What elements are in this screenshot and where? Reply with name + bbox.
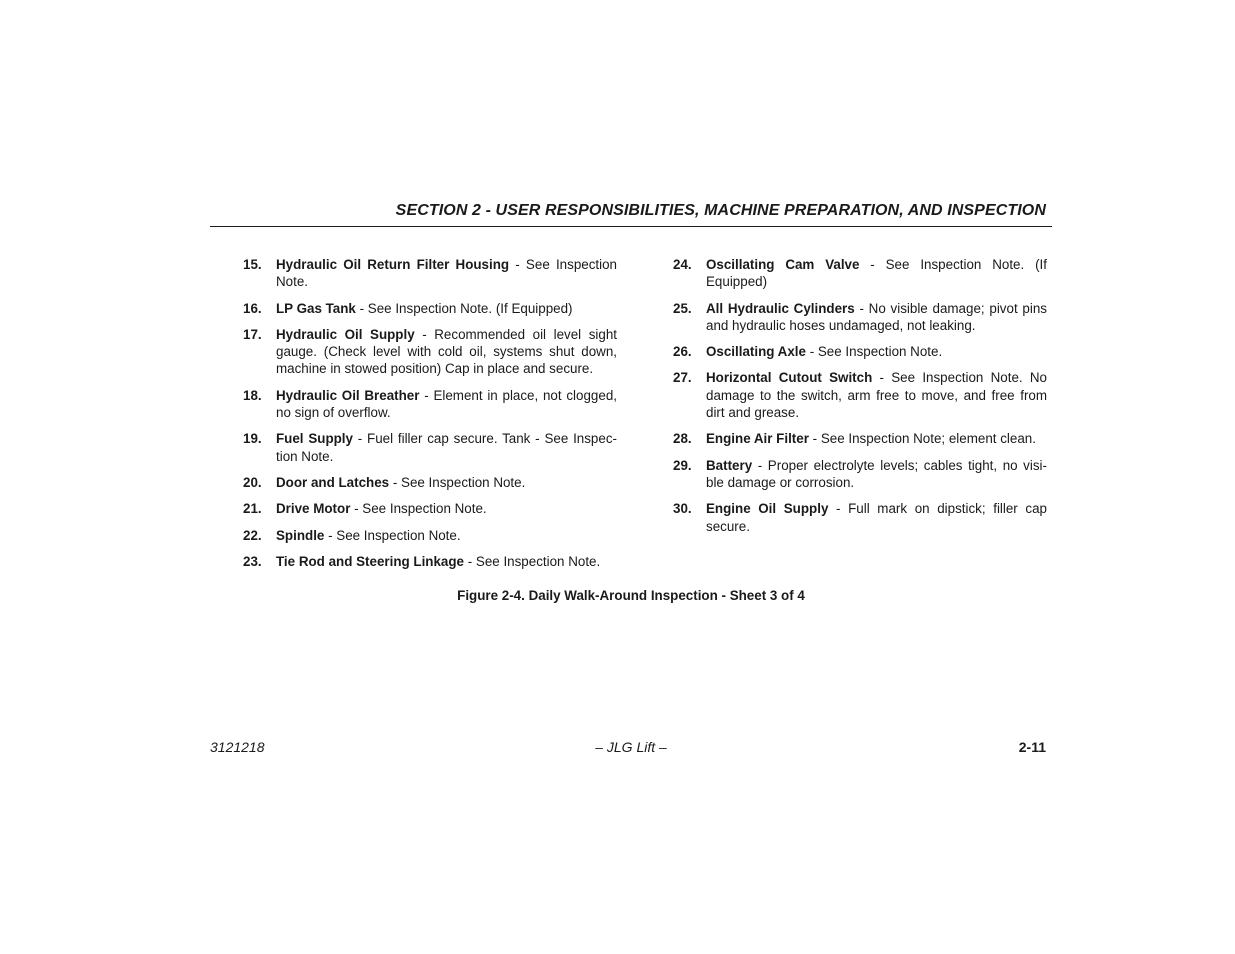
item-term: Hydraulic Oil Return Filter Housing — [276, 257, 510, 272]
item-description: - See Inspection Note. (If Equipped) — [706, 257, 1047, 290]
list-item — [243, 256, 617, 291]
section-header — [210, 202, 1052, 220]
item-term: Spindle — [276, 527, 325, 543]
item-number: 23. — [243, 553, 262, 569]
figure-caption: Figure 2-4. Daily Walk-Around Inspection - Sheet 3 of 4 — [457, 588, 805, 603]
item-term: Oscillating Cam Valve — [706, 257, 860, 272]
list-item — [243, 553, 617, 570]
list-item — [243, 300, 617, 317]
right-item-column — [673, 256, 1047, 544]
item-number: 17. — [243, 326, 262, 342]
item-description: - Recommended oil level sight gauge. (Check level with cold oil, systems shut down, machine in stowed position) Cap in place and secure. — [276, 326, 617, 377]
item-term: Hydraulic Oil Breather — [276, 387, 420, 403]
list-item — [243, 430, 617, 465]
item-number: 15. — [243, 257, 262, 272]
item-description: - See Inspection Note. — [464, 553, 601, 569]
list-item — [673, 500, 1047, 535]
left-item-column — [243, 256, 617, 579]
item-term: LP Gas Tank — [276, 300, 356, 316]
list-item — [673, 457, 1047, 492]
item-number: 28. — [673, 431, 692, 447]
page-number: 2-11 — [1018, 739, 1046, 755]
item-description: - Full mark on dipstick; filler cap secure. — [706, 501, 1047, 534]
list-item — [673, 300, 1047, 335]
item-term: Tie Rod and Steering Linkage — [276, 553, 464, 569]
item-description: - See Inspection Note. — [324, 527, 461, 543]
item-description: - Element in place, not clogged, no sign of overflow. — [276, 387, 617, 421]
item-description: - See Inspection Note. (If Equipped) — [355, 300, 573, 316]
item-description: - See Inspection Note. — [276, 257, 617, 290]
item-term: Engine Oil Supply — [706, 501, 829, 517]
item-term: Fuel Supply — [276, 431, 353, 447]
list-item — [243, 474, 617, 491]
item-number: 29. — [673, 457, 692, 473]
footer-brand: – JLG Lift – — [595, 739, 667, 755]
item-number: 24. — [673, 257, 692, 272]
list-item — [243, 387, 617, 422]
section-title: SECTION 2 - USER RESPONSIBILITIES, MACHINE PREPARATION, AND INSPECTION — [395, 202, 1046, 219]
item-number: 19. — [243, 431, 262, 447]
item-description: - Proper electrolyte levels; cables tight, no visi-ble damage or corrosion. — [706, 457, 1047, 490]
item-number: 22. — [243, 527, 262, 543]
item-number: 18. — [243, 387, 262, 403]
list-item — [243, 326, 617, 378]
list-item — [243, 527, 617, 544]
item-number: 25. — [673, 300, 692, 316]
list-item — [673, 256, 1047, 291]
item-description: - See Inspection Note. — [350, 501, 487, 517]
item-description: - No visible damage; pivot pins and hydraulic hoses undamaged, not leaking. — [706, 300, 1047, 333]
item-term: Horizontal Cutout Switch — [706, 370, 873, 386]
item-description: - See Inspection Note. — [389, 474, 526, 490]
item-number: 27. — [673, 370, 692, 386]
item-number: 30. — [673, 501, 692, 517]
item-description: - See Inspection Note; element clean. — [808, 431, 1036, 447]
item-number: 16. — [243, 300, 262, 316]
header-rule — [210, 226, 1052, 227]
item-term: Engine Air Filter — [706, 431, 809, 447]
list-item — [673, 343, 1047, 360]
item-number: 21. — [243, 501, 262, 517]
item-term: Battery — [706, 457, 753, 473]
item-description: - Fuel filler cap secure. Tank - See Inspec-tion Note. — [276, 431, 617, 464]
item-term: Oscillating Axle — [706, 344, 806, 360]
list-item — [243, 500, 617, 517]
item-number: 20. — [243, 474, 262, 490]
list-item — [673, 369, 1047, 421]
item-description: - See Inspection Note. No damage to the switch, arm free to move, and free from dirt and grease. — [706, 370, 1047, 421]
item-term: Hydraulic Oil Supply — [276, 326, 415, 342]
item-term: Door and Latches — [276, 474, 390, 490]
item-number: 26. — [673, 344, 692, 360]
item-term: Drive Motor — [276, 501, 351, 517]
item-term: All Hydraulic Cylinders — [706, 300, 855, 316]
doc-number: 3121218 — [210, 739, 265, 755]
list-item — [673, 430, 1047, 447]
item-description: - See Inspection Note. — [805, 344, 943, 360]
